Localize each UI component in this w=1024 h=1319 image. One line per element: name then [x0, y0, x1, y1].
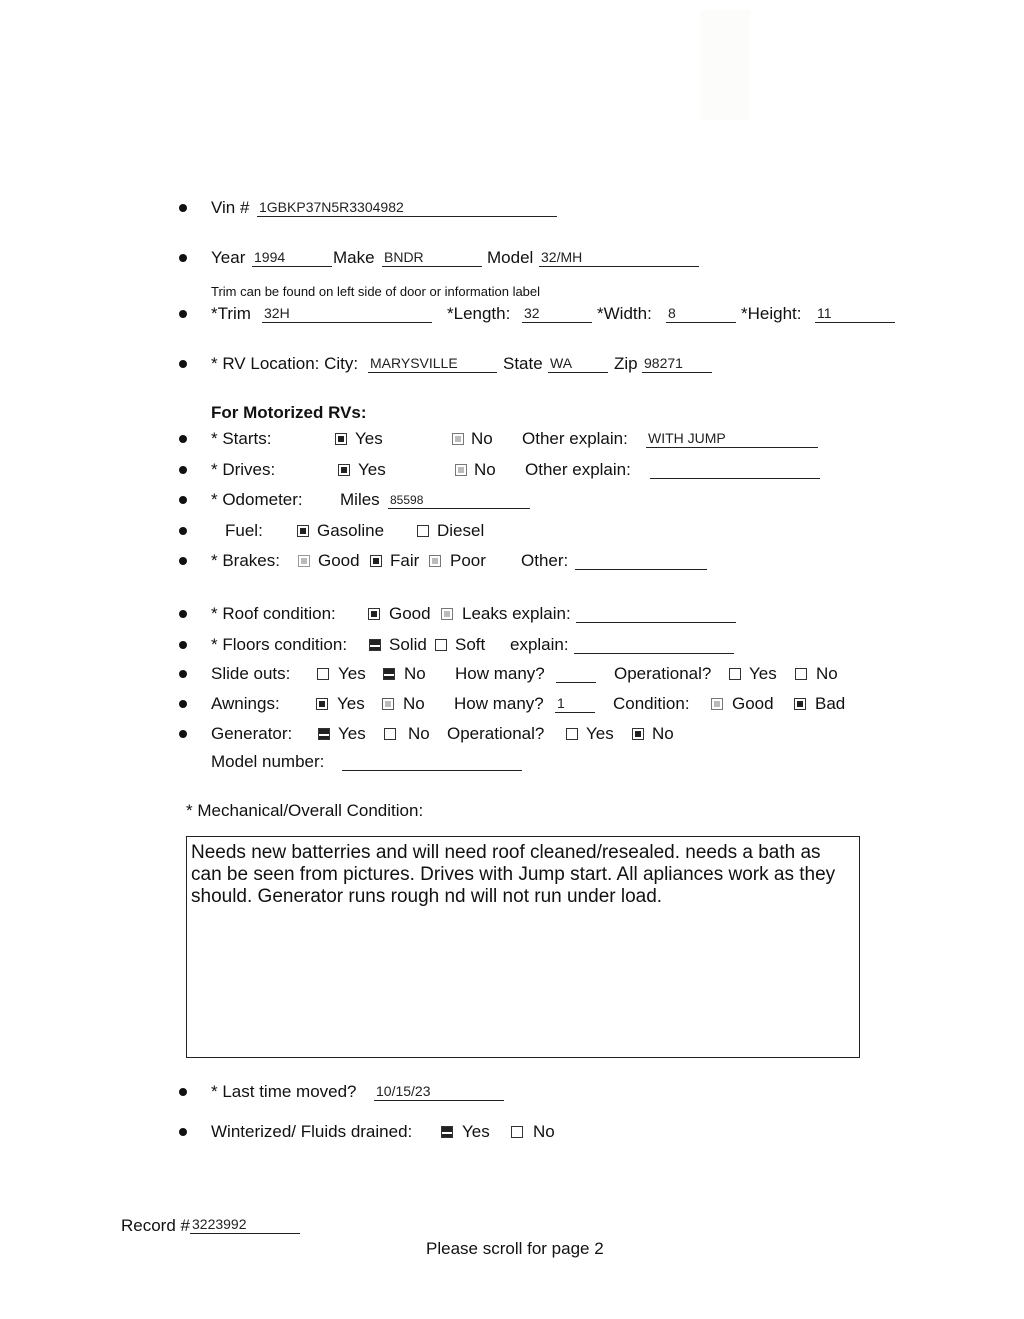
winterized-label: Winterized/ Fluids drained:: [211, 1122, 413, 1141]
slides-op-no-label: No: [816, 664, 838, 683]
miles-field[interactable]: 85598: [388, 490, 530, 509]
bullet: [179, 730, 187, 738]
starts-label: * Starts:: [211, 429, 272, 448]
awnings-bad-checkbox[interactable]: [794, 696, 806, 714]
model-number-label: Model number:: [211, 752, 325, 771]
roof-leaks-field[interactable]: [576, 604, 736, 623]
bullet: [179, 204, 187, 212]
generator-operational-label: Operational?: [447, 724, 545, 743]
length-label: *Length:: [447, 304, 511, 323]
bullet: [179, 527, 187, 535]
starts-other-field[interactable]: WITH JUMP: [646, 429, 818, 448]
generator-no-label: No: [408, 724, 430, 743]
fuel-diesel-label: Diesel: [437, 521, 485, 540]
trim-note: Trim can be found on left side of door or information label: [211, 284, 541, 299]
bullet: [179, 496, 187, 504]
generator-label: Generator:: [211, 724, 293, 743]
awnings-yes-label: Yes: [337, 694, 365, 713]
awnings-label: Awnings:: [211, 694, 280, 713]
state-label: State: [503, 354, 543, 373]
brakes-fair-checkbox[interactable]: [370, 553, 382, 571]
zip-label: Zip: [614, 354, 638, 373]
mechanical-textbox[interactable]: [186, 836, 860, 1058]
trim-field[interactable]: 32H: [262, 304, 432, 323]
bullet: [179, 254, 187, 262]
make-field[interactable]: BNDR: [382, 248, 482, 267]
vin-field[interactable]: 1GBKP37N5R3304982: [257, 198, 557, 217]
last-moved-label: * Last time moved?: [211, 1082, 357, 1101]
brakes-poor-label: Poor: [450, 551, 486, 570]
brakes-poor-checkbox[interactable]: [429, 553, 441, 571]
awnings-bad-label: Bad: [815, 694, 846, 713]
scan-artifact: [700, 10, 750, 120]
starts-no-label: No: [471, 429, 493, 448]
bullet: [179, 310, 187, 318]
starts-other-label: Other explain:: [522, 429, 628, 448]
location-label: * RV Location: City:: [211, 354, 359, 373]
height-label: *Height:: [741, 304, 802, 323]
height-field[interactable]: 11: [815, 304, 895, 323]
generator-op-yes-checkbox[interactable]: [566, 726, 578, 744]
brakes-other-label: Other:: [521, 551, 569, 570]
drives-no-checkbox[interactable]: [455, 462, 467, 480]
roof-label: * Roof condition:: [211, 604, 336, 623]
brakes-label: * Brakes:: [211, 551, 280, 570]
slides-how-many-label: How many?: [455, 664, 545, 683]
fuel-label: Fuel:: [225, 521, 263, 540]
awnings-good-label: Good: [732, 694, 774, 713]
roof-good-checkbox[interactable]: [368, 606, 380, 624]
roof-leaks-label: Leaks explain:: [462, 604, 571, 623]
awnings-no-checkbox[interactable]: [382, 696, 394, 714]
slides-operational-label: Operational?: [614, 664, 712, 683]
miles-label: Miles: [340, 490, 380, 509]
fuel-gasoline-checkbox[interactable]: [297, 523, 309, 541]
winterized-yes-checkbox[interactable]: [441, 1124, 453, 1142]
awnings-no-label: No: [403, 694, 425, 713]
brakes-good-checkbox[interactable]: [298, 553, 310, 571]
roof-leaks-checkbox[interactable]: [441, 606, 453, 624]
generator-yes-label: Yes: [338, 724, 366, 743]
bullet: [179, 1088, 187, 1096]
bullet: [179, 557, 187, 565]
floors-explain-field[interactable]: [574, 635, 734, 654]
floors-label: * Floors condition:: [211, 635, 348, 654]
mechanical-text: Needs new batterries and will need roof cleaned/resealed. needs a bath as can be seen from pictures. Drives with Jump start. All apliances work as they should. Generator runs rough nd will not run under load.: [191, 842, 836, 907]
brakes-fair-label: Fair: [390, 551, 420, 570]
floors-explain-label: explain:: [510, 635, 569, 654]
last-moved-field[interactable]: 10/15/23: [374, 1082, 504, 1101]
floors-soft-checkbox[interactable]: [435, 637, 447, 655]
drives-other-field[interactable]: [650, 460, 820, 479]
generator-no-checkbox[interactable]: [384, 726, 396, 744]
generator-op-no-checkbox[interactable]: [632, 726, 644, 744]
brakes-good-label: Good: [318, 551, 360, 570]
drives-no-label: No: [474, 460, 496, 479]
starts-yes-label: Yes: [355, 429, 383, 448]
bullet: [179, 466, 187, 474]
footer-note: Please scroll for page 2: [426, 1239, 604, 1258]
bullet: [179, 360, 187, 368]
make-label: Make: [333, 248, 375, 267]
awnings-yes-checkbox[interactable]: [316, 696, 328, 714]
awnings-good-checkbox[interactable]: [711, 696, 723, 714]
floors-solid-checkbox[interactable]: [369, 637, 381, 655]
year-label: Year: [211, 248, 246, 267]
fuel-diesel-checkbox[interactable]: [417, 523, 429, 541]
drives-yes-checkbox[interactable]: [338, 462, 350, 480]
slides-op-no-checkbox[interactable]: [795, 666, 807, 684]
generator-op-no-label: No: [652, 724, 674, 743]
year-field[interactable]: 1994: [252, 248, 332, 267]
bullet: [179, 610, 187, 618]
city-field[interactable]: MARYSVILLE: [368, 354, 497, 373]
starts-no-checkbox[interactable]: [452, 431, 464, 449]
vin-label: Vin #: [211, 198, 250, 217]
winterized-no-label: No: [533, 1122, 555, 1141]
model-label: Model: [487, 248, 534, 267]
motorized-heading: For Motorized RVs:: [211, 403, 367, 422]
model-number-field[interactable]: [342, 752, 522, 771]
generator-yes-checkbox[interactable]: [318, 726, 330, 744]
awnings-how-many-label: How many?: [454, 694, 544, 713]
width-field[interactable]: 8: [666, 304, 736, 323]
winterized-no-checkbox[interactable]: [511, 1124, 523, 1142]
slides-op-yes-label: Yes: [749, 664, 777, 683]
brakes-other-field[interactable]: [575, 551, 707, 570]
slides-no-label: No: [404, 664, 426, 683]
bullet: [179, 641, 187, 649]
odometer-label: * Odometer:: [211, 490, 303, 509]
roof-good-label: Good: [389, 604, 431, 623]
state-field[interactable]: WA: [548, 354, 608, 373]
slides-yes-checkbox[interactable]: [317, 666, 329, 684]
starts-yes-checkbox[interactable]: [335, 431, 347, 449]
floors-solid-label: Solid: [389, 635, 427, 654]
slides-no-checkbox[interactable]: [383, 666, 395, 684]
drives-other-label: Other explain:: [525, 460, 631, 479]
awnings-condition-label: Condition:: [613, 694, 690, 713]
bullet: [179, 700, 187, 708]
slides-yes-label: Yes: [338, 664, 366, 683]
bullet: [179, 670, 187, 678]
mechanical-label: * Mechanical/Overall Condition:: [186, 801, 424, 820]
floors-soft-label: Soft: [455, 635, 486, 654]
awnings-how-many-field[interactable]: 1: [555, 694, 595, 713]
slides-how-many-field[interactable]: [556, 664, 596, 683]
drives-label: * Drives:: [211, 460, 276, 479]
slides-op-yes-checkbox[interactable]: [729, 666, 741, 684]
slides-label: Slide outs:: [211, 664, 291, 683]
length-field[interactable]: 32: [522, 304, 592, 323]
generator-op-yes-label: Yes: [586, 724, 614, 743]
model-field[interactable]: 32/MH: [539, 248, 699, 267]
winterized-yes-label: Yes: [462, 1122, 490, 1141]
fuel-gasoline-label: Gasoline: [317, 521, 385, 540]
bullet: [179, 1128, 187, 1136]
drives-yes-label: Yes: [358, 460, 386, 479]
zip-field[interactable]: 98271: [642, 354, 712, 373]
width-label: *Width:: [597, 304, 652, 323]
record-label: Record #: [121, 1216, 190, 1235]
record-field[interactable]: 3223992: [190, 1215, 300, 1234]
trim-label: *Trim: [211, 304, 251, 323]
bullet: [179, 435, 187, 443]
